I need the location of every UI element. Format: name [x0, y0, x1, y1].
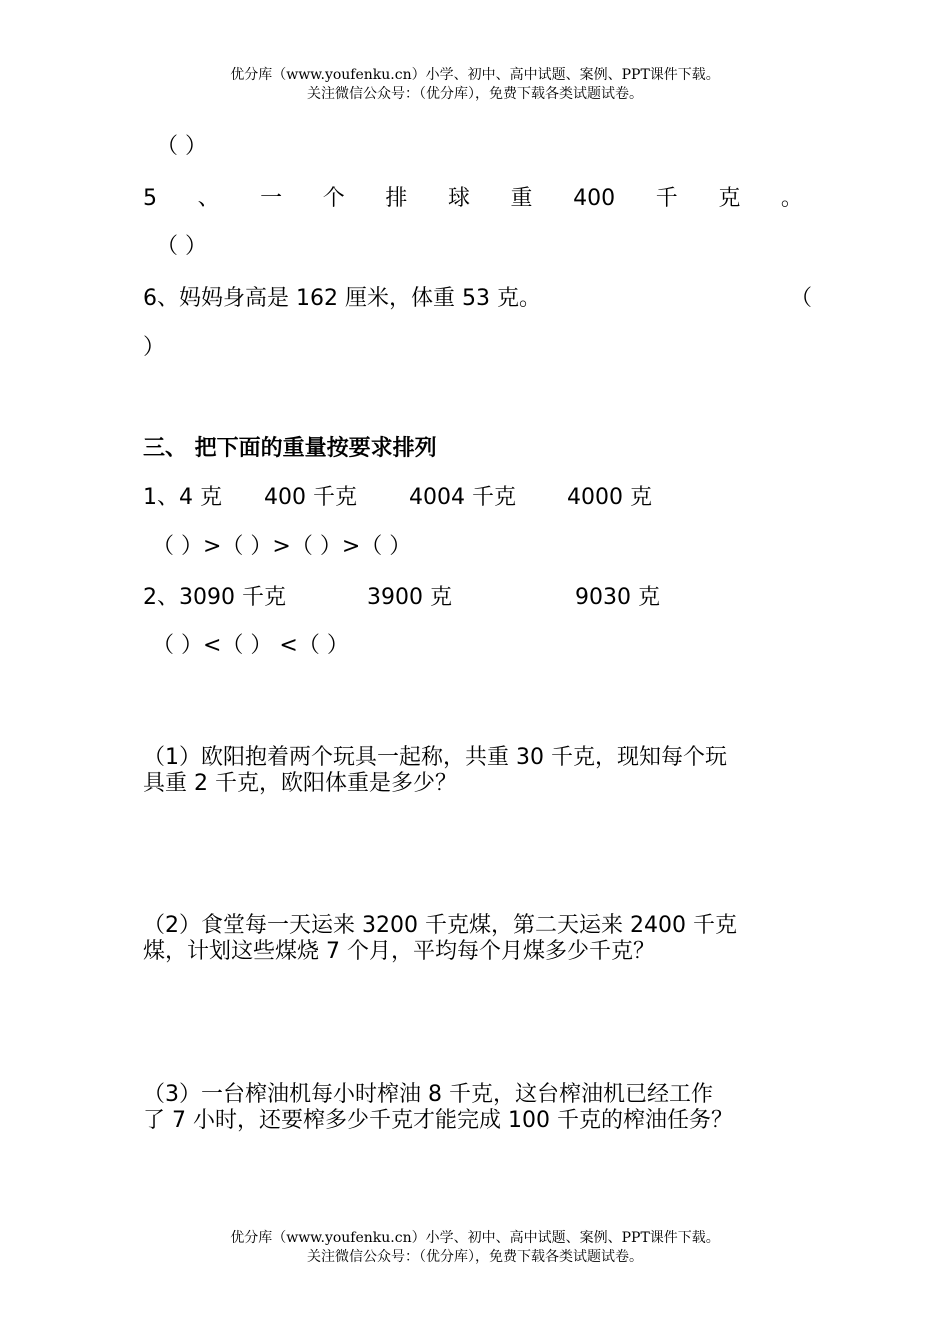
q2-item: 2、3090 千克	[143, 585, 286, 610]
q1-answer-row: （ ）>（ ）>（ ）>（ ）	[152, 534, 412, 559]
q1-item: 4000 克	[567, 485, 652, 510]
item-5-statement	[143, 186, 803, 212]
footer-line-2: 关注微信公众号：（优分库），免费下载各类试题试卷。	[307, 1249, 643, 1265]
header-line-1: 优分库（www.youfenku.cn）小学、初中、高中试题、案例、PPT课件下载。	[230, 67, 720, 83]
page-footer	[0, 1229, 950, 1267]
section-3-title: 三、 把下面的重量按要求排列	[143, 436, 437, 461]
item-5-char: 5	[143, 186, 157, 211]
answer-bracket-5: （ ）	[156, 234, 207, 259]
item-5-char: 千	[655, 186, 678, 211]
answer-bracket-6-close: ）	[143, 335, 166, 360]
problem-1-line-1: （1）欧阳抱着两个玩具一起称，共重 30 千克，现知每个玩	[143, 745, 727, 770]
item-5-char: 排	[385, 186, 408, 211]
item-5-char: 一	[260, 186, 283, 211]
q2-answer-row: （ ）<（ ） <（ ）	[152, 633, 349, 658]
problem-3-line-2: 了 7 小时，还要榨多少千克才能完成 100 千克的榨油任务？	[143, 1108, 733, 1133]
problem-3-line-1: （3）一台榨油机每小时榨油 8 千克，这台榨油机已经工作	[143, 1082, 713, 1107]
item-5-char: 重	[510, 186, 533, 211]
problem-2-line-2: 煤，计划这些煤烧 7 个月，平均每个月煤多少千克？	[143, 939, 655, 964]
item-5-char: 、	[197, 186, 220, 211]
q2-item: 9030 克	[575, 585, 660, 610]
item-5-char: 。	[780, 186, 803, 211]
q2-item: 3900 克	[367, 585, 452, 610]
item-5-char: 个	[322, 186, 345, 211]
item-5-char: 400	[573, 186, 616, 211]
q1-item: 1、4 克	[143, 485, 222, 510]
footer-line-1: 优分库（www.youfenku.cn）小学、初中、高中试题、案例、PPT课件下载。	[230, 1230, 720, 1246]
q1-item: 4004 千克	[409, 485, 516, 510]
answer-bracket-6-open: （	[790, 286, 813, 311]
item-5-char: 球	[447, 186, 470, 211]
page-header	[0, 66, 950, 104]
item-6-statement: 6、妈妈身高是 162 厘米，体重 53 克。	[143, 286, 541, 311]
header-line-2: 关注微信公众号：（优分库），免费下载各类试题试卷。	[307, 86, 643, 102]
item-5-char: 克	[718, 186, 741, 211]
problem-2-line-1: （2）食堂每一天运来 3200 千克煤，第二天运来 2400 千克	[143, 913, 737, 938]
problem-1-line-2: 具重 2 千克，欧阳体重是多少？	[143, 771, 457, 796]
q1-item: 400 千克	[264, 485, 357, 510]
answer-bracket-4: （ ）	[156, 134, 207, 159]
